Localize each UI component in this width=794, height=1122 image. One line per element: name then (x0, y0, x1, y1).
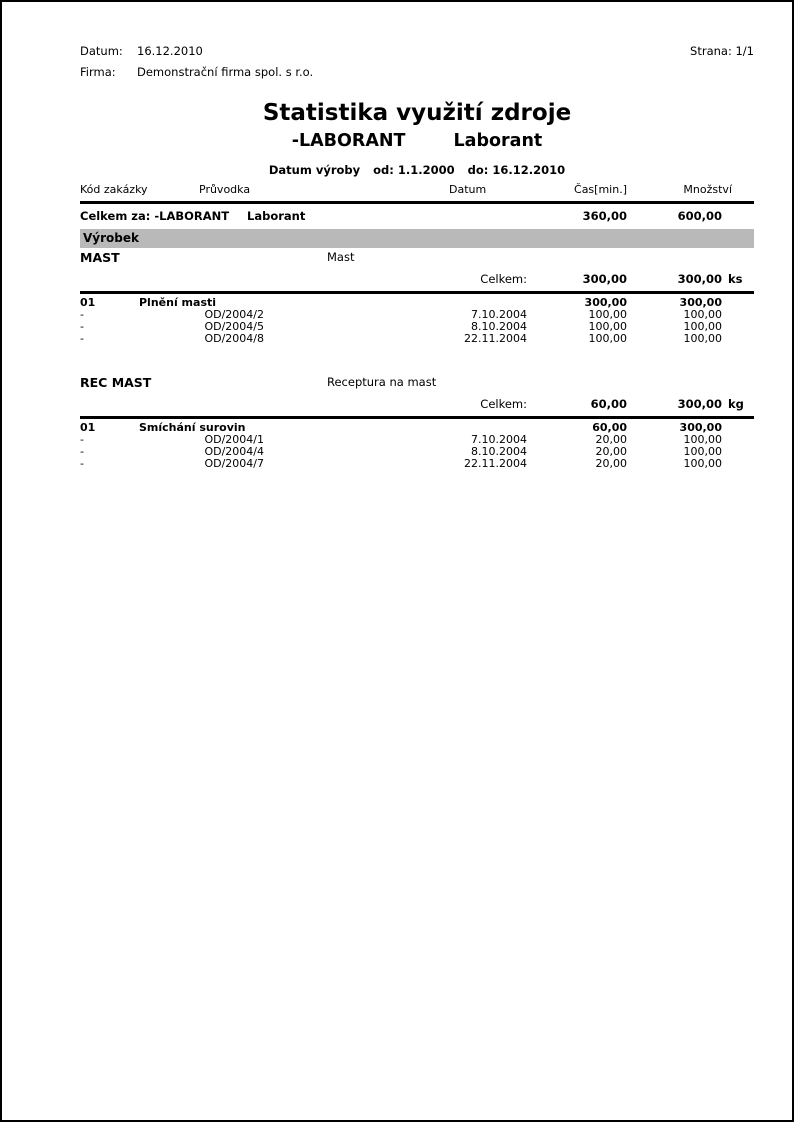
date-range (80, 163, 754, 177)
company-label: Firma: (80, 65, 116, 79)
col-header-quantity: Množství (683, 183, 732, 196)
col-header-pruvodka: Průvodka (199, 183, 251, 196)
product-total-time: 300,00 (582, 272, 627, 286)
grand-total-resource-name: Laborant (247, 209, 306, 223)
product-row (80, 250, 754, 265)
operation-time: 60,00 (592, 421, 627, 434)
product-total-time: 60,00 (590, 397, 627, 411)
row-time: 100,00 (588, 308, 627, 321)
product-unit: kg (728, 397, 744, 411)
product-total-quantity: 300,00 (677, 397, 722, 411)
operation-row (80, 296, 754, 309)
product-code: MAST (80, 250, 120, 265)
col-header-date: Datum (449, 183, 487, 196)
meta-row-company (80, 62, 754, 83)
group-header-bar: Výrobek (80, 229, 754, 248)
grand-total-label: Celkem za: -LABORANT (80, 209, 230, 223)
row-quantity: 100,00 (683, 433, 722, 446)
row-pruvodka: OD/2004/1 (204, 433, 264, 446)
product-total-row (80, 272, 754, 286)
date-label: Datum: (80, 44, 123, 58)
operation-name: Plnění masti (139, 296, 217, 309)
operation-name: Smíchání surovin (139, 421, 246, 434)
page-number: Strana: 1/1 (690, 44, 754, 58)
row-pruvodka: OD/2004/8 (204, 332, 264, 345)
report-content (2, 2, 792, 470)
company-value: Demonstrační firma spol. s r.o. (137, 65, 314, 79)
row-pruvodka: OD/2004/2 (204, 308, 264, 321)
row-time: 20,00 (595, 445, 627, 458)
operations-block (80, 416, 754, 470)
row-quantity: 100,00 (683, 320, 722, 333)
row-mark: - (80, 332, 84, 345)
date-range-from: od: 1.1.2000 (373, 163, 455, 177)
row-date: 8.10.2004 (471, 320, 527, 333)
row-quantity: 100,00 (683, 308, 722, 321)
row-mark: - (80, 308, 84, 321)
table-row (80, 446, 754, 458)
operation-time: 300,00 (584, 296, 627, 309)
resource-code: -LABORANT (291, 131, 406, 151)
row-time: 100,00 (588, 332, 627, 345)
row-pruvodka: OD/2004/5 (204, 320, 264, 333)
row-date: 7.10.2004 (471, 308, 527, 321)
row-date: 22.11.2004 (464, 457, 527, 470)
product-code: REC MAST (80, 375, 152, 390)
report-subtitle (80, 131, 754, 151)
product-name: Mast (327, 250, 355, 264)
row-mark: - (80, 320, 84, 333)
table-header-row (80, 183, 754, 204)
product-total-row (80, 397, 754, 411)
table-row (80, 321, 754, 333)
row-mark: - (80, 433, 84, 446)
row-date: 7.10.2004 (471, 433, 527, 446)
row-pruvodka: OD/2004/7 (204, 457, 264, 470)
col-header-order-code: Kód zakázky (80, 183, 148, 196)
operation-code: 01 (80, 421, 96, 434)
operation-quantity: 300,00 (679, 421, 722, 434)
operation-code: 01 (80, 296, 96, 309)
row-quantity: 100,00 (683, 332, 722, 345)
operation-row (80, 421, 754, 434)
date-value: 16.12.2010 (137, 44, 203, 58)
product-row (80, 375, 754, 390)
product-section-mast (80, 250, 754, 345)
row-time: 100,00 (588, 320, 627, 333)
row-mark: - (80, 445, 84, 458)
product-unit: ks (728, 272, 743, 286)
date-range-label: Datum výroby (268, 163, 361, 177)
row-mark: - (80, 457, 84, 470)
operations-block (80, 291, 754, 345)
resource-name: Laborant (453, 131, 543, 151)
row-date: 22.11.2004 (464, 332, 527, 345)
grand-total-quantity: 600,00 (677, 209, 722, 223)
row-quantity: 100,00 (683, 457, 722, 470)
product-total-quantity: 300,00 (677, 272, 722, 286)
celkem-label: Celkem: (480, 397, 527, 411)
product-section-rec-mast (80, 375, 754, 470)
row-pruvodka: OD/2004/4 (204, 445, 264, 458)
table-row (80, 333, 754, 345)
row-time: 20,00 (595, 457, 627, 470)
report-title: Statistika využití zdroje (262, 100, 572, 126)
table-row (80, 434, 754, 446)
col-header-time: Čas[min.] (574, 183, 627, 196)
grand-total-row (80, 209, 754, 223)
operation-quantity: 300,00 (679, 296, 722, 309)
table-row (80, 458, 754, 470)
celkem-label: Celkem: (480, 272, 527, 286)
row-quantity: 100,00 (683, 445, 722, 458)
product-name: Receptura na mast (327, 375, 437, 389)
table-row (80, 309, 754, 321)
row-time: 20,00 (595, 433, 627, 446)
row-date: 8.10.2004 (471, 445, 527, 458)
meta-row-date (80, 41, 754, 62)
date-range-to: do: 16.12.2010 (467, 163, 566, 177)
grand-total-time: 360,00 (582, 209, 627, 223)
